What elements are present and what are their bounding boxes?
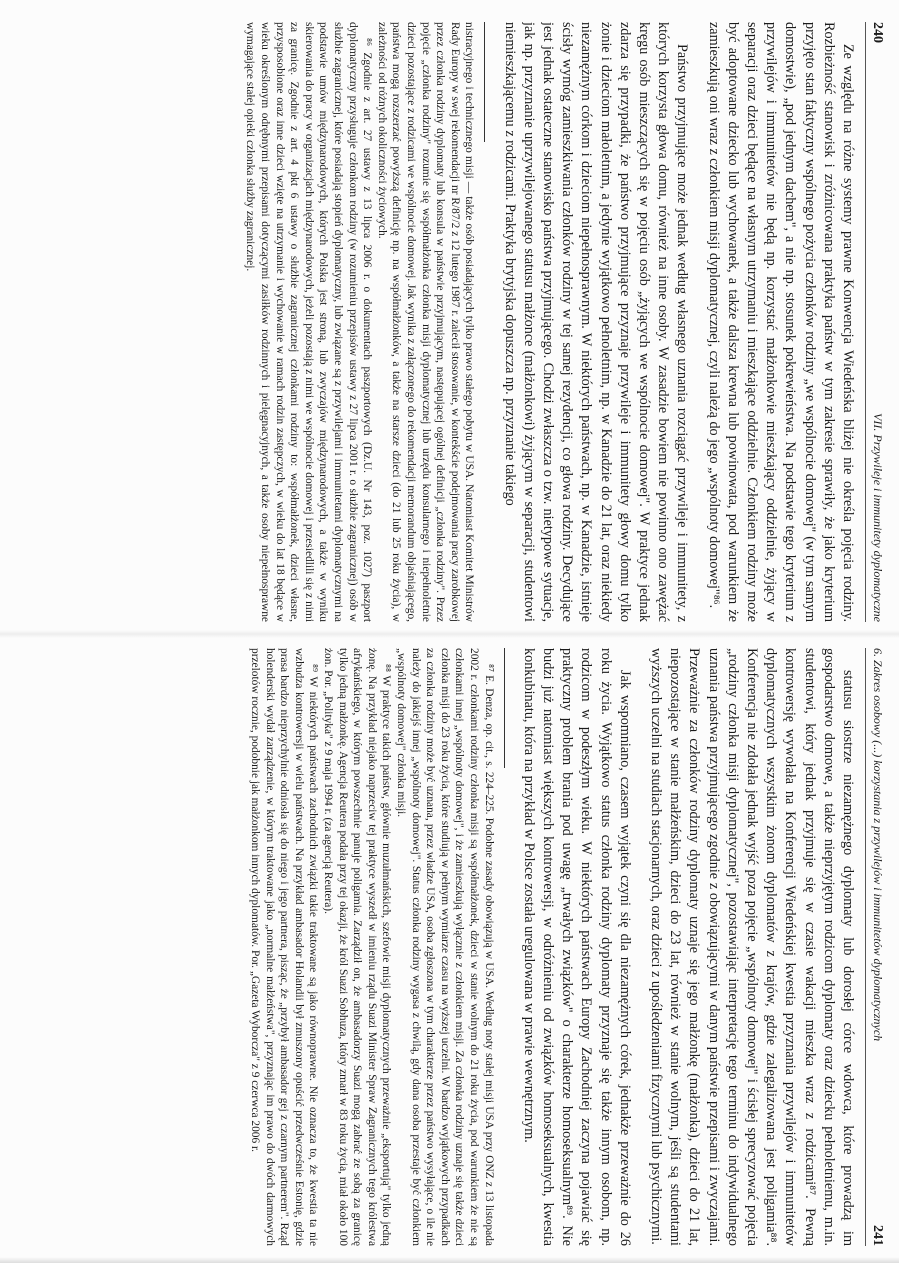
right-page-header: [865, 648, 887, 1246]
footnote: nistracyjnego i technicznego misji — także osób posiadających tylko prawo stałego pobytu w USA. Natomiast Komitet Ministrów Rady Europy w swej rekomendacji nr R/87/2 z 12 lutego 1987 r. zalecił stosowanie, w kontekście podejmowania pracy zarobkowej przez członka rodziny dyplomaty lub konsula w państwie przyjmującym, następującej ogólnej definicji „członka rodziny". Przez pojęcie „członka rodziny" rozumie się współmałżonka członka misji dyplomatycznej lub urzędu konsularnego i niepełnoletnie dzieci pozostające z rodzicami we wspólnocie domowej. Jak wynika z załączonego do rekomendacji memorandum objaśniającego, państwa mogą rozszerzać powyższą definicję np. na współmałżonków, a także na starsze dzieci (do 21 lub 25 roku życia), w zależności od różnych okoliczności życiowych.: [375, 22, 476, 622]
right-page-body: [519, 648, 857, 1246]
body-paragraph: statusu siostrze niezamężnego dyplomaty lub dorosłej córce wdowca, które prowadzą im gospodarstwo domowe, a także nieprzyjętym rodzicom dyplomaty oraz dziecku pełnoletniemu, m.in. studentowi, który jednak przyjmuje się w czasie wakacji mieszka wraz z rodzicami⁸⁷. Pewną kontrowersję wywołała na Konferencji Wiedeńskiej kwestia przyznania przywilejów i immunitetów dyplomatycznych wszystkim żonom dyplomatów z krajów, gdzie zalegalizowana jest poligamia⁸⁸. Konferencja nie zdołała jednak wyjść poza pojęcie „wspólnoty domowej" i ścisłej sprecyzować pojęcia „rodziny członka misji dyplomatycznej", pozostawiając interpretację tego terminu do indywidualnego uznania państwa przyjmującego zgodnie z obowiązującymi w danym państwie przepisami i zwyczajami. Przeważnie za członków rodziny dyplomaty uznaje się jego małżonkę (małżonka), dzieci do 21 lat, niepozostające w stanie małżeńskim, dzieci do 23 lat, również w stanie wolnym, jeśli są studentami wyższych uczelni na studiach stacjonarnych, oraz dzieci z upośledzeniami fizycznymi lub psychicznymi.: [647, 648, 856, 1246]
body-paragraph: Ze względu na różne systemy prawne Konwencja Wiedeńska bliżej nie określa pojęcia rodziny. Rozbieżność stanowisk i zróżnicowana praktyka państw w tym zakresie sprawiły, że jako kryterium przyjęto stan faktyczny wspólnego pożycia członków rodziny „we wspólnocie domowej" (w tym samym domostwie), „pod jednym dachem", a nie np. stosunek pokrewieństwa. Na podstawie tego kryterium z przywilejów i immunitetów nie będą np. korzystać małżonkowie mieszkający oddzielnie, żyjący w separacji oraz dzieci będące na własnym utrzymaniu i mieszkające oddzielnie. Członkiem rodziny może być adoptowane dziecko lub wychowanek, a także dalsza krewna lub powinowata, pod warunkiem że zamieszkują oni wraz z członkiem misji dyplomatycznej, czyli należą do jego „wspólnoty domowej"⁸⁶.: [705, 22, 856, 622]
footnote-rule: [484, 22, 485, 142]
right-running-title: 6. Zakres osobowy (...) korzystania z przywilejów i immunitetów dyplomatycznych: [871, 648, 885, 1042]
left-page-number: 240: [870, 22, 885, 43]
footnote-rule: [504, 648, 505, 768]
left-page-body: [499, 22, 857, 622]
scan-edge-shadow: [0, 1257, 899, 1263]
left-footnotes: [243, 22, 477, 622]
body-paragraph: Państwo przyjmujące może jednak według własnego uznania rozciągać przywileje i immunitety, z których korzysta głowa domu, również na inne osoby. W zasadzie bowiem nie powinno ono zawężać kręgu osób mieszczących się w pojęciu osób „żyjących we wspólnocie domowej". W praktyce jednak zdarza się przypadki, że państwo przyjmujące przyznaje przywileje i immunitety głowy domu tylko żonie i dzieciom małoletnim, a jedynie wyjątkowo pełnoletnim, np. w Kanadzie do 21 lat, oraz niekiedy niezamężnym córkom i dzieciom niepełnosprawnym. W niektórych państwach, np. w Kanadzie, istnieje ścisły wymóg zamieszkiwania członków rodziny w tej samej rezydencji, co głowa rodziny. Decydujące jest jednak ostateczne stanowisko państwa przyjmującego. Chodzi zwłaszcza o tzw. nietypowe sytuacje, jak np. przyznanie uprzywilejowanego statusu małżonce (małżonkowi) żyjącym w separacji, studentowi niemieszkającemu z rodzicami. Praktyka brytyjska dopuszcza np. przyznanie takiego: [501, 22, 691, 622]
footnote: ⁸⁸ W praktyce takich państw, głównie muzułmańskich, szefowie misji dyplomatycznych przeważnie „eksportują" tylko jedną żonę. Na przykład niejako naprzeciw tej praktyce wyszedł w imieniu rządu Suazi Minister Spraw Zagranicznych tego królestwa afrykańskiego, w którym powszechnie panuje poligamia. Zarządził on, że ambasadorzy Suazi mogą zabrać ze sobą za granicę tylko jedną małżonkę. Agencja Reutera podała przy tej okazji, że król Suazi Sobhuza, który zmarł w 83 roku życia, miał około 100 żon. Por. „Polityka" z 9 maja 1994 r. (za agencją Reutera).: [322, 648, 393, 1246]
left-running-title: VII. Przywileje i immunitety dyplomatyczne: [871, 413, 885, 622]
page-gutter: [0, 630, 899, 638]
right-footnotes: [247, 648, 495, 1246]
right-page: [17, 648, 887, 1246]
left-page-header: [865, 22, 887, 622]
left-page: [17, 22, 887, 622]
footnote: ⁸⁶ Zgodnie z art. 27 ustawy z 13 lipca 2006 r. o dokumentach paszportowych (Dz.U. Nr 143, poz. 1027) paszport dyplomatyczny przysługuje członkom rodziny (w rozumieniu przepisów ustawy z 27 lipca 2001 r. o służbie zagranicznej) osób w służbie zagranicznej, które posiadają stopień dyplomatyczny, lub związane są z przywilejami i immunitetami dyplomatycznymi na podstawie umów międzynarodowych, których Polska jest stroną, lub zwyczajów międzynarodowych, a także w wyniku skierowania do pracy w organizacjach międzynarodowych, jeżeli pozostają z nimi we wspólnocie domowej i przesiedlili się z nimi za granicę. Zgodnie z art. 4 pkt 6 ustawy o służbie zagranicznej członkami rodziny to: współmałżonek, dzieci własne, przysposobione oraz inne dzieci wzięte na utrzymanie i wychowanie w ramach rodzin zastępczych, w wieku do lat 18 będące w wieku określonym odrębnymi przepisami dotyczącymi zasiłków rodzinnych i pielęgnacyjnych, a także osoby niepełnosprawne wymagające stałej opieki członka służby zagranicznej.: [244, 22, 374, 622]
footnote: ⁸⁹ W niektórych państwach zachodnich związki takie traktowane są jako równoprawne. Nie oznacza to, że kwestia ta nie wzbudza kontrowersji w wielu państwach. Na przykład ambasador Holandii był zmuszony opuścić przedwcześnie Estonię, gdzie prasa bardzo nieprzychylnie odniosła się do niego i jego partnera, pisząc, że „przybył ambasador gej z czarnym partnerem". Rząd holenderski wydał zarządzenie, w którym traktowane jako „normalne małżeństwa", przyznając im prawo do dwóch darmowych przelotów rocznie, podobnie jak małżonkom innych dyplomatów. Por. „Gazeta Wyborcza" z 9 czerwca 2006 r.: [249, 648, 320, 1246]
body-paragraph: Jak wspomniano, czasem wyjątek czyni się dla niezamężnych córek, jednakże przeważnie do 26 roku życia. Wyjątkowo status członka rodziny dyplomaty przyznaje się także innym osobom, np. rodzicom w podeszłym wieku. W niektórych państwach Europy Zachodniej zaczyna pojawiać się praktyczny problem brania pod uwagę „trwałych związków" o charakterze homoseksualnym⁸⁹. Nie budzi już natomiast większych kontrowersji, w odróżnieniu od związków homoseksualnych, kwestia konkubinatu, która na przykład w Polsce została uregulowana w prawie wewnętrznym.: [520, 648, 633, 1246]
right-page-number: 241: [870, 1225, 885, 1246]
footnote: ⁸⁷ E. Denza, op. cit., s. 224–225. Podobne zasady obowiązują w USA. Według noty stałej misji USA przy ONZ z 13 listopada 2002 r. członkami rodziny członka misji są współmałżonek, dzieci w stanie wolnym do 21 roku życia, pod warunkiem że nie są członkami innej „wspólnoty domowej", i że zamieszkują wyłącznie z członkiem misji. Za członka rodziny uznaje się także dzieci członka misji do 23 roku życia, które studiują w pełnym wymiarze czasu na wyższej uczelni. W bardzo wyjątkowych przypadkach za członka rodziny może być uznana, przez władze USA, osoba zgłoszona w tym charakterze przez państwo wysyłające, o ile nie należy do jakiejś innej „wspólnoty domowej". Status członka rodziny wygasa z chwilą, gdy dana osoba przestaje być członkiem „wspólnoty domowej" członka misji.: [394, 648, 495, 1246]
